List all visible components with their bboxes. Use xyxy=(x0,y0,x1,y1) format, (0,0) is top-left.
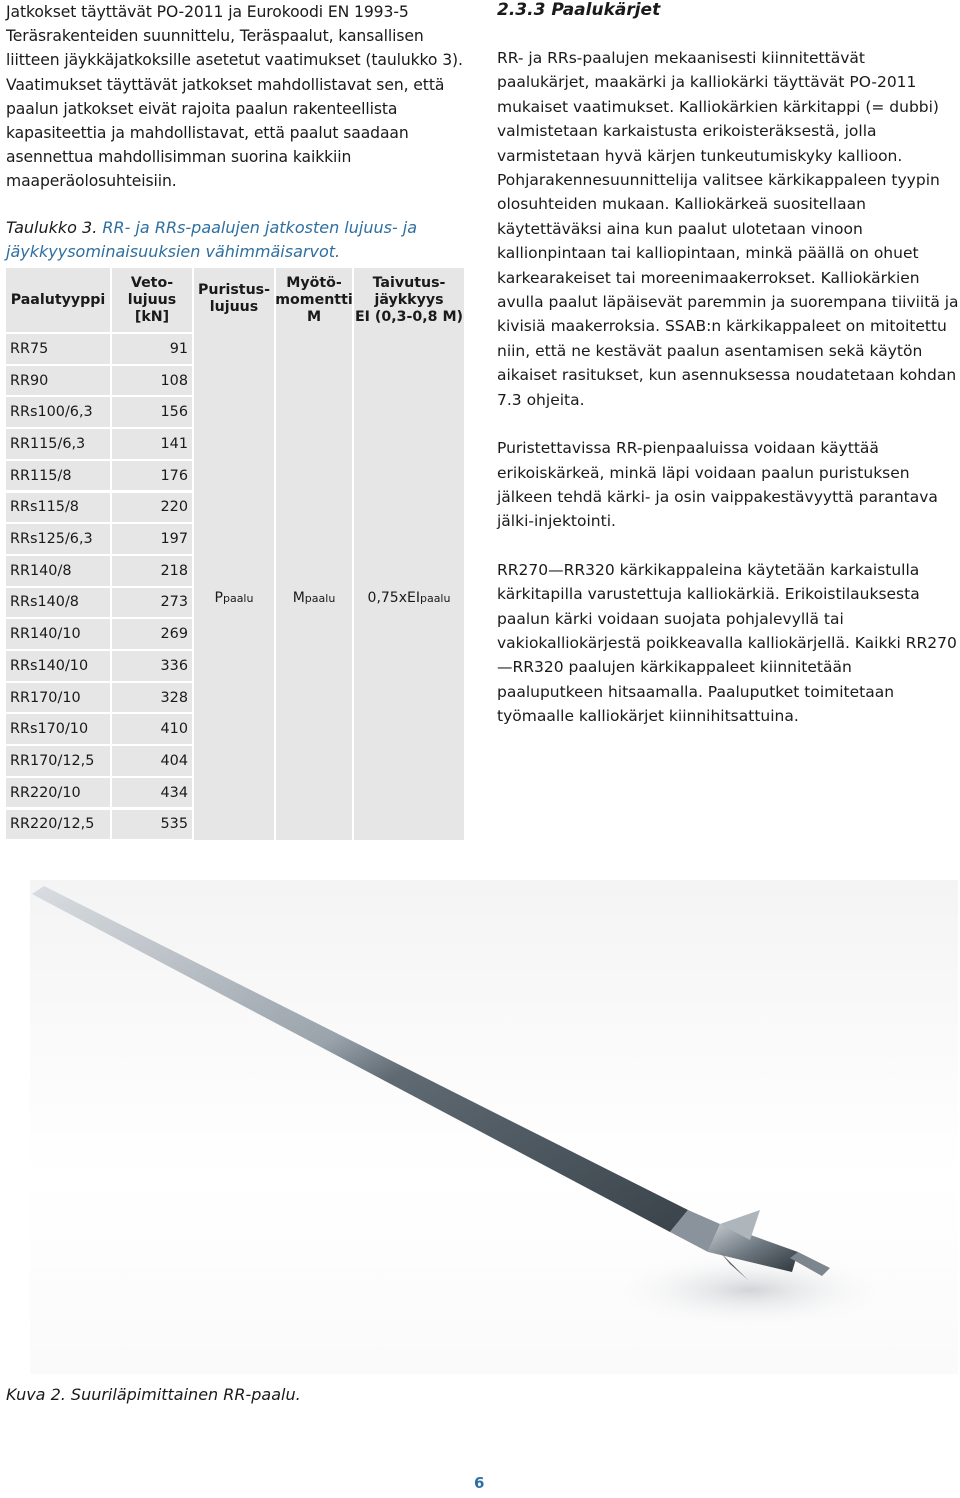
section-title: 2.3.3 Paalukärjet xyxy=(497,0,661,20)
cell-tension-value: 434 xyxy=(112,778,192,808)
cell-pile-type: RR140/10 xyxy=(6,619,110,649)
cell-pile-type: RRs125/6,3 xyxy=(6,524,110,554)
cell-tension-value: 336 xyxy=(112,651,192,681)
figure-caption: Kuva 2. Suuriläpimittainen RR-paalu. xyxy=(6,1385,301,1404)
merged-compression: P paalu xyxy=(214,590,254,606)
cell-pile-type: RR90 xyxy=(6,366,110,396)
table-row xyxy=(6,334,192,364)
header-compression: Puristus- lujuus xyxy=(194,268,274,332)
paragraph-3: RR270—RR320 kärkikappaleina käytetään karkaistulla kärkitapilla varustettuja kalliokärkiä. Erikoistilauksesta paalun kärki voidaan suojata pohjalevyllä tai vakiokalliokärjestä poikkeavalla kalliokärjellä. Kaikki RR270—RR320 paalujen kärkikappaleet kiinnitetään paaluputkeen hitsaamalla. Paaluputket toimitetaan työmaalle kalliokärjet kiinnihitsattuina. xyxy=(497,560,957,726)
cell-tension-value: 218 xyxy=(112,556,192,586)
cell-tension-value: 269 xyxy=(112,619,192,649)
steel-pile-illustration xyxy=(30,880,958,1374)
paragraph-2: Puristettavissa RR-pienpaaluissa voidaan käyttää erikoiskärkeä, minkä läpi voidaan paalun puristuksen jälkeen tehdä kärki- ja osin vaippakestävyyttä parantava jälki-injektointi. xyxy=(497,439,938,531)
cell-pile-type: RRs115/8 xyxy=(6,493,110,523)
cell-tension-value: 410 xyxy=(112,714,192,744)
cell-tension-value: 91 xyxy=(112,334,192,364)
column-compression xyxy=(194,268,274,840)
cell-pile-type: RR220/10 xyxy=(6,778,110,808)
cell-tension-value: 404 xyxy=(112,746,192,776)
strength-table xyxy=(6,268,464,840)
cell-tension-value: 197 xyxy=(112,524,192,554)
table-caption xyxy=(6,216,476,264)
left-column xyxy=(6,0,476,194)
pile-photo xyxy=(30,880,958,1374)
table-row xyxy=(6,556,192,586)
cell-pile-type: RR170/12,5 xyxy=(6,746,110,776)
cell-tension-value: 176 xyxy=(112,461,192,491)
header-moment: Myötö- momentti M xyxy=(276,268,352,332)
right-column xyxy=(497,0,959,729)
cell-tension-value: 108 xyxy=(112,366,192,396)
cell-pile-type: RR115/6,3 xyxy=(6,429,110,459)
cell-pile-type: RRs140/8 xyxy=(6,588,110,618)
table-row xyxy=(6,588,192,618)
table-row xyxy=(6,714,192,744)
page-number: 6 xyxy=(474,1474,485,1492)
cell-tension-value: 220 xyxy=(112,493,192,523)
table-caption-label: Taulukko 3. xyxy=(6,218,98,237)
cell-pile-type: RR140/8 xyxy=(6,556,110,586)
cell-pile-type: RRs170/10 xyxy=(6,714,110,744)
cell-pile-type: RR220/12,5 xyxy=(6,810,110,840)
table-row xyxy=(6,429,192,459)
header-bending: Taivutus- jäykkyys EI (0,3-0,8 M) xyxy=(354,268,464,332)
cell-pile-type: RRs100/6,3 xyxy=(6,397,110,427)
intro-paragraph: Jatkokset täyttävät PO-2011 ja Eurokoodi EN 1993-5 Teräsrakenteiden suunnittelu, Teräspaalut, kansallisen liitteen jäykkäjatkoksille asetetut vaatimukset (taulukko 3). Vaatimukset täyttävät jatkokset mahdollistavat sen, että paalun jatkokset eivät rajoita paalun rakenteellista kapasiteettia ja mahdollistavat, että paalut saadaan asennettua mahdollisimman suorina kaikkiin maaperäolosuhteisiin. xyxy=(6,3,463,191)
table-row xyxy=(6,366,192,396)
cell-pile-type: RRs140/10 xyxy=(6,651,110,681)
cell-pile-type: RR115/8 xyxy=(6,461,110,491)
cell-tension-value: 141 xyxy=(112,429,192,459)
cell-tension-value: 273 xyxy=(112,588,192,618)
column-moment xyxy=(276,268,352,840)
table-row xyxy=(6,778,192,808)
table-row xyxy=(6,810,192,840)
cell-tension-value: 328 xyxy=(112,683,192,713)
table-row xyxy=(6,461,192,491)
table-row xyxy=(6,683,192,713)
cell-tension-value: 535 xyxy=(112,810,192,840)
table-row xyxy=(6,493,192,523)
table-row xyxy=(6,524,192,554)
header-type: Paalutyyppi xyxy=(6,268,110,332)
table-row xyxy=(6,746,192,776)
merged-bending: 0,75xEI paalu xyxy=(367,590,451,606)
cell-pile-type: RR170/10 xyxy=(6,683,110,713)
header-tension: Veto- lujuus [kN] xyxy=(112,268,192,332)
paragraph-1: RR- ja RRs-paalujen mekaanisesti kiinnitettävät paalukärjet, maakärki ja kalliokärki täyttävät PO-2011 mukaiset vaatimukset. Kalliokärkien kärkitappi (= dubbi) valmistetaan karkaistusta erikoisteräksestä, jolla varmistetaan hyvä kärjen tunkeutumiskyky kallioon. Pohjarakennesuunnittelija valitsee kärkikappaleen tyypin olosuhteiden mukaan. Kalliokärkeä suositellaan käytettäväksi aina kun paalut ulotetaan vinoon kallionpintaan tai kalliopintaan, minkä päällä on ohuet karkearakeiset tai moreenimaakerrokset. Kalliokärkien avulla paalut läpäisevät paremmin ja suorempana tiiviitä ja kivisiä maakerroksia. SSAB:n kärkikappaleet on mitoitettu niin, että ne kestävät paalun asentamisen sekä käytön aikaiset rasitukset, kun asennuksessa noudatetaan kohdan 7.3 ohjeita. xyxy=(497,49,959,409)
cell-pile-type: RR75 xyxy=(6,334,110,364)
merged-moment: M paalu xyxy=(292,590,336,606)
column-bending xyxy=(354,268,464,840)
table-row xyxy=(6,619,192,649)
table-row xyxy=(6,651,192,681)
table-row xyxy=(6,397,192,427)
table-caption-text: RR- ja RRs-paalujen jatkosten lujuus- ja jäykkyysominaisuuksien vähimmäisarvot. xyxy=(6,218,418,261)
cell-tension-value: 156 xyxy=(112,397,192,427)
